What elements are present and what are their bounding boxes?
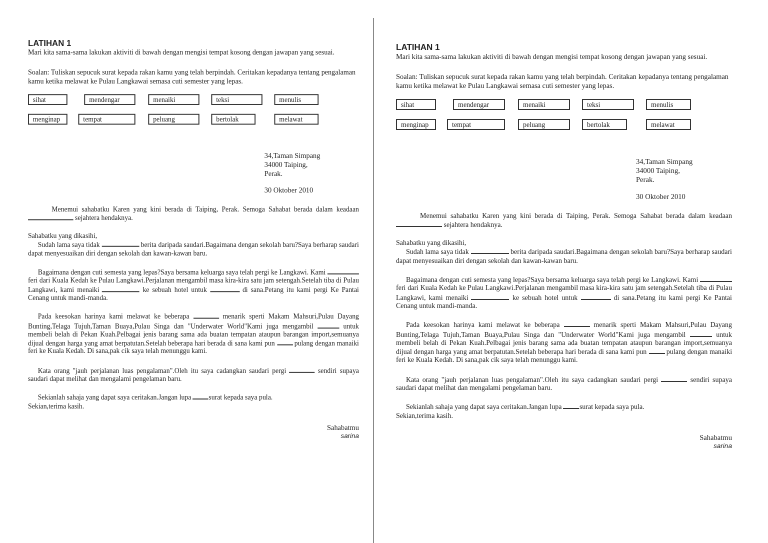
word-bank-item: tempat bbox=[447, 119, 505, 130]
letter-paragraph: Menemui sahabatku Karen yang kini berada di Taiping, Perak. Semoga Sahabat berada dalam keadaan sejahtera hendaknya. bbox=[396, 212, 732, 230]
word-bank-item: melawat bbox=[274, 113, 318, 124]
fill-blank bbox=[193, 312, 219, 319]
letter-paragraph: Sekianlah sahaja yang dapat saya ceritakan.Jangan lupa surat kepada saya pula. bbox=[37, 393, 273, 402]
fill-blank bbox=[317, 321, 339, 328]
address-line: 34000 Taiping, bbox=[636, 165, 680, 175]
letter-paragraph: Pada keesokan harinya kami melawat ke beberapa menarik sperti Makam Mahsuri,Pulau Dayang Bunting,Telaga Tujuh,Taman Buaya,Pulau Singa dan "Underwater World"Kami juga mengambil untuk membeli belah di Pekan Kuah.Pelbagai jenis barang sama ada buatan tempatan ataupun barangan import,semuanya dijual dengan harga yang amat berpatutan.Setelah beberapa hari berada di sana kami pun pulang dengan manaiki feri ke Kuala Kedah. Di sana,pak cik saya telah menunggu kami. bbox=[28, 313, 359, 356]
letter-signoff bbox=[396, 433, 732, 451]
letter-paragraph: Pada keesokan harinya kami melawat ke beberapa menarik sperti Makam Mahsuri,Pulau Dayang Bunting,Telaga Tujuh,Taman Buaya,Pulau Singa dan "Underwater World"Kami juga mengambil untuk membeli belah di Pekan Kuah.Pelbagai jenis barang sama ada buatan tempatan ataupun barangan import,semuanya dijual dengan harga yang amat berpatutan.Setelah beberapa hari berada di sana kami pun pulang dengan manaiki feri ke Kuala Kedah. Di sana,pak cik saya telah menunggu kami. bbox=[396, 321, 733, 365]
word-bank-item: teksi bbox=[582, 99, 634, 110]
exercise-instruction: Mari kita sama-sama lakukan aktiviti di bawah dengan mengisi tempat kosong dengan jawapan yang sesuai. bbox=[28, 48, 335, 57]
signoff-text: Sahabatmu bbox=[327, 423, 359, 432]
fill-blank bbox=[581, 293, 611, 300]
word-bank bbox=[396, 99, 732, 139]
fill-blank bbox=[277, 339, 293, 346]
letter-closing: Sekian,terima kasih. bbox=[396, 411, 453, 420]
fill-blank bbox=[193, 393, 209, 400]
letter-greeting: Sahabatku yang dikasihi, bbox=[396, 239, 467, 248]
word-bank-item: bertolak bbox=[211, 113, 255, 124]
word-bank-item: peluang bbox=[148, 113, 199, 124]
signature-name: sarina bbox=[713, 442, 732, 450]
word-bank-item: teksi bbox=[211, 94, 262, 105]
word-bank-item: sihat bbox=[396, 99, 436, 110]
fill-blank bbox=[471, 293, 509, 300]
question-text: Soalan: Tuliskan sepucuk surat kepada rakan kamu yang telah berpindah. Ceritakan kepadanya tentang pengalaman kamu ketika melawat ke Pulau Langkawai semasa cuti semester yang lepas. bbox=[28, 68, 356, 85]
signature-name: sarina bbox=[340, 432, 359, 440]
fill-blank bbox=[327, 268, 359, 275]
letter-paragraph: Sudah lama saya tidak berita daripada saudari.Bagaimana dengan sekolah baru?Saya berharap saudari dapat menyesuaikan diri dengan sekolah dan kawan-kawan baru. bbox=[28, 241, 359, 258]
fill-blank bbox=[661, 375, 687, 382]
word-bank-item: menulis bbox=[646, 99, 691, 110]
sender-address bbox=[264, 151, 359, 178]
sender-address bbox=[636, 157, 732, 184]
fill-blank bbox=[700, 275, 732, 282]
signoff-text: Sahabatmu bbox=[699, 432, 732, 442]
letter-paragraph: Sudah lama saya tidak berita daripada saudari.Bagaimana dengan sekolah baru?Saya berharap saudari dapat menyesuaikan diri dengan sekolah dan kawan-kawan baru. bbox=[396, 248, 732, 265]
fill-blank bbox=[563, 402, 579, 409]
worksheet bbox=[396, 42, 732, 451]
word-bank-item: tempat bbox=[78, 113, 135, 124]
letter-paragraph: Kata orang "jauh perjalanan luas pengalaman".Oleh itu saya cadangkan saudari pergi sendiri supaya saudari dapat melihat dan mengalami pengelaman baru. bbox=[396, 375, 732, 393]
word-bank-item: melawat bbox=[646, 119, 691, 130]
word-bank-item: peluang bbox=[518, 119, 570, 130]
worksheet-page-right bbox=[384, 0, 768, 543]
fill-blank bbox=[564, 320, 590, 327]
fill-blank bbox=[28, 213, 73, 220]
word-bank-item: bertolak bbox=[582, 119, 627, 130]
page-divider bbox=[373, 18, 374, 543]
fill-blank bbox=[210, 285, 240, 292]
address-line: 34,Taman Simpang bbox=[636, 156, 693, 166]
exercise-title: LATIHAN 1 bbox=[28, 38, 72, 48]
address-line: Perak. bbox=[264, 168, 283, 178]
question-text: Soalan: Tuliskan sepucuk surat kepada rakan kamu yang telah berpindah. Ceritakan kepadanya tentang pengalaman kamu ketika melawat ke Pulau Langkawai semasa cuti semester yang lepas. bbox=[396, 72, 729, 90]
fill-blank bbox=[690, 330, 712, 337]
letter-date: 30 Oktober 2010 bbox=[636, 191, 686, 201]
fill-blank bbox=[289, 366, 315, 373]
exercise-instruction: Mari kita sama-sama lakukan aktiviti di bawah dengan mengisi tempat kosong dengan jawapan yang sesuai. bbox=[396, 53, 708, 61]
fill-blank bbox=[649, 347, 665, 354]
letter-signoff bbox=[28, 423, 359, 441]
letter-paragraph: Menemui sahabatku Karen yang kini berada di Taiping, Perak. Semoga Sahabat berada dalam keadaan sejahtera hendaknya. bbox=[28, 205, 359, 222]
letter-paragraph: Bagaimana dengan cuti semesta yang lepas?Saya bersama keluarga saya telah pergi ke Langkawi. Kami feri dari Kuala Kedah ke Pulau Langkawi.Perjalanan mengambil masa kira-kira satu jam setengah.Setelah tiba di Pulau Langkawi, kami menaiki ke sebuah hotel untuk di sana.Petang itu kami pergi Ke Pantai Cenang untuk mandi-manda. bbox=[28, 268, 359, 302]
word-bank bbox=[28, 94, 359, 133]
fill-blank bbox=[396, 220, 442, 227]
fill-blank bbox=[102, 285, 139, 292]
fill-blank bbox=[102, 240, 139, 247]
address-line: Perak. bbox=[636, 174, 655, 184]
word-bank-item: mendengar bbox=[453, 99, 505, 110]
address-line: 34,Taman Simpang bbox=[264, 150, 321, 160]
fill-blank bbox=[471, 247, 509, 254]
letter-paragraph: Bagaimana dengan cuti semesta yang lepas?Saya bersama keluarga saya telah pergi ke Langkawi. Kami feri dari Kuala Kedah ke Pulau Langkawi.Perjalanan mengambil masa kira-kira satu jam setengah.Setelah tiba di Pulau Langkawi, kami menaiki ke sebuah hotel untuk di sana.Petang itu kami pergi Ke Pantai Cenang untuk mandi-manda. bbox=[396, 276, 732, 310]
word-bank-item: sihat bbox=[28, 94, 67, 105]
letter-greeting: Sahabatku yang dikasihi, bbox=[28, 232, 98, 241]
word-bank-item: menginap bbox=[396, 119, 436, 130]
letter-closing: Sekian,terima kasih. bbox=[28, 402, 85, 410]
word-bank-item: menaiki bbox=[518, 99, 570, 110]
exercise-title: LATIHAN 1 bbox=[396, 42, 440, 52]
letter-date: 30 Oktober 2010 bbox=[264, 185, 314, 195]
word-bank-item: menulis bbox=[274, 94, 318, 105]
letter-paragraph: Kata orang "jauh perjalanan luas pengalaman".Oleh itu saya cadangkan saudari pergi sendiri supaya saudari dapat melihat dan mengalami pengelaman baru. bbox=[28, 366, 359, 383]
worksheet bbox=[28, 38, 359, 441]
word-bank-item: menaiki bbox=[148, 94, 199, 105]
word-bank-item: menginap bbox=[28, 113, 67, 124]
address-line: 34000 Taiping, bbox=[264, 159, 308, 169]
word-bank-item: mendengar bbox=[84, 94, 135, 105]
letter-paragraph: Sekianlah sahaja yang dapat saya ceritakan.Jangan lupa surat kepada saya pula. bbox=[406, 403, 645, 412]
